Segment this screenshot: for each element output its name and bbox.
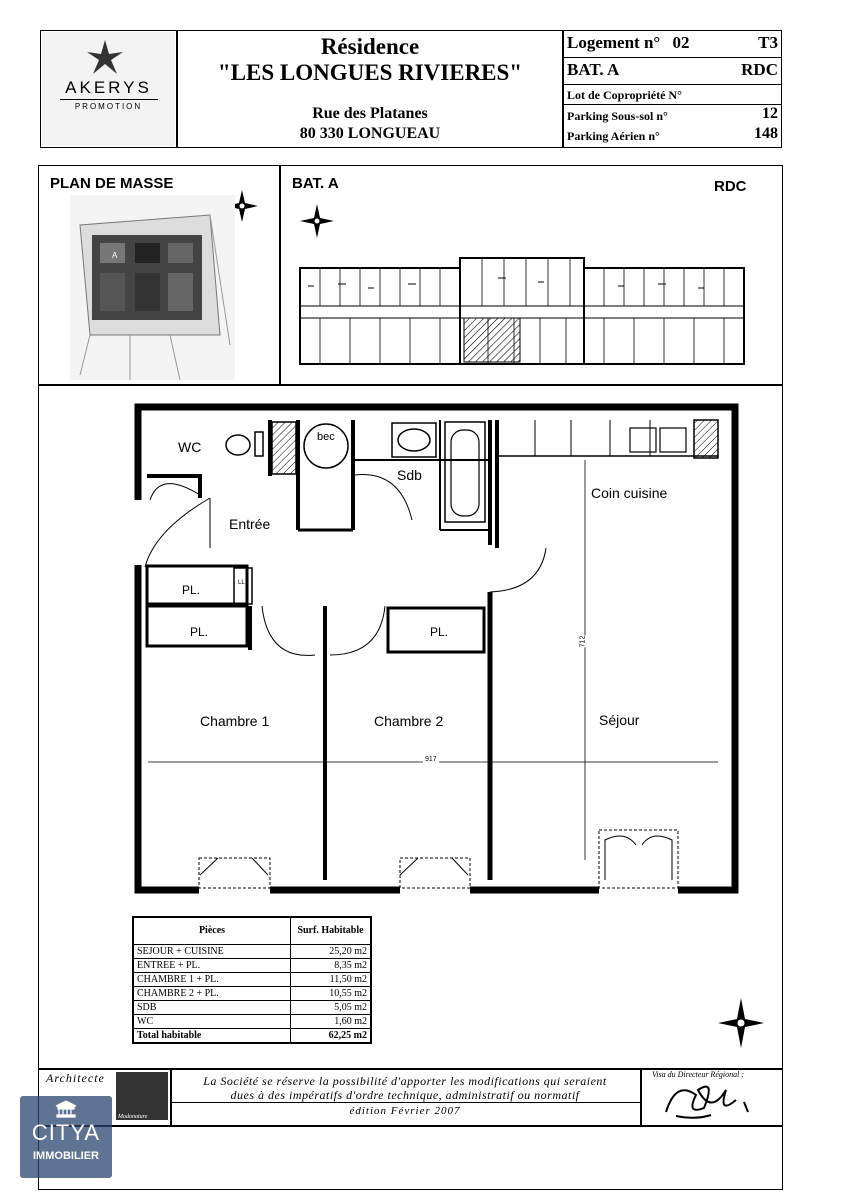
row-surf: 8,35 m2: [291, 959, 372, 973]
room-chambre-1: Chambre 1: [200, 713, 270, 729]
architect-mark: Modonature: [118, 1114, 148, 1120]
parking-aerien-label: Parking Aérien n°: [567, 129, 660, 143]
table-header-row: [133, 917, 371, 945]
row-surf: 10,55 m2: [291, 987, 372, 1001]
closet-pl-1: PL.: [182, 583, 201, 597]
brand-name: AKERYS: [65, 78, 152, 97]
bat-plan-title: BAT. A: [292, 175, 339, 192]
room-coin-cuisine: Coin cuisine: [591, 485, 668, 501]
architect-label: Architecte: [46, 1071, 105, 1085]
rdc-plan-title: RDC: [714, 178, 747, 195]
row-surf: 25,20 m2: [291, 945, 372, 959]
table-row: [133, 987, 371, 1001]
masse-title: PLAN DE MASSE: [50, 175, 174, 192]
edition: édition Février 2007: [349, 1105, 461, 1117]
bat-label: BAT. A: [567, 60, 620, 79]
citya-name: CITYA: [31, 1120, 101, 1145]
parking-ss-label: Parking Sous-sol n°: [567, 109, 668, 123]
logement-type: T3: [758, 33, 778, 52]
dim-height: 712: [579, 635, 587, 648]
row-surf: 11,50 m2: [291, 973, 372, 987]
room-sejour: Séjour: [599, 712, 640, 728]
parking-aerien-value: 148: [754, 125, 778, 142]
city: 80 330 LONGUEAU: [299, 125, 441, 142]
surface-table: [132, 916, 372, 1044]
architect-stamp: [116, 1072, 168, 1120]
disclaimer-line-2: dues à des impératifs d'ordre technique, administratif ou normatif: [230, 1088, 580, 1102]
table-row: [133, 973, 371, 987]
lot-label: Lot de Copropriété N°: [567, 88, 682, 102]
table-row: [133, 945, 371, 959]
closet-ll: LL: [238, 580, 245, 586]
residence-name: "LES LONGUES RIVIERES": [217, 60, 523, 85]
residence-title: Résidence: [320, 34, 420, 59]
masse-marker: A: [112, 251, 118, 260]
level-label: RDC: [741, 60, 778, 79]
footer-line-2: [38, 1125, 783, 1127]
north-compass-icon: [712, 992, 770, 1054]
col-surf: Surf. Habitable: [291, 917, 372, 945]
closet-pl-2: PL.: [190, 625, 209, 639]
row-piece: ENTREE + PL.: [133, 959, 291, 973]
signature: [656, 1070, 766, 1125]
table-row: [133, 1001, 371, 1015]
citya-sub: IMMOBILIER: [33, 1150, 99, 1162]
footer-divider-2: [640, 1068, 642, 1126]
closet-pl-3: PL.: [430, 625, 449, 639]
row-surf: 1,60 m2: [291, 1015, 372, 1029]
room-entree: Entrée: [229, 516, 271, 532]
edition-line: [172, 1102, 640, 1103]
row-piece: WC: [133, 1015, 291, 1029]
room-sdb: Sdb: [397, 467, 422, 483]
room-chambre-2: Chambre 2: [374, 713, 444, 729]
logement-number: 02: [672, 33, 690, 52]
col-pieces: Pièces: [133, 917, 291, 945]
dim-width: 917: [425, 756, 437, 763]
disclaimer-line-1: La Société se réserve la possibilité d'apporter les modifications qui seraient: [203, 1074, 607, 1088]
table-row: [133, 1015, 371, 1029]
citya-temple-icon: [54, 1100, 78, 1118]
logement-label-text: Logement n°: [567, 33, 661, 52]
row-piece: SEJOUR + CUISINE: [133, 945, 291, 959]
row-piece: CHAMBRE 1 + PL.: [133, 973, 291, 987]
parking-ss-value: 12: [762, 105, 778, 122]
total-value: 62,25 m2: [291, 1029, 372, 1044]
visa-label: Visa du Directeur Régional :: [652, 1070, 744, 1079]
table-total-row: [133, 1029, 371, 1044]
room-wc: WC: [178, 439, 202, 455]
row-piece: CHAMBRE 2 + PL.: [133, 987, 291, 1001]
row-surf: 5,05 m2: [291, 1001, 372, 1015]
brand-sub: PROMOTION: [74, 102, 143, 111]
table-row: [133, 959, 371, 973]
total-label: Total habitable: [133, 1029, 291, 1044]
street: Rue des Platanes: [312, 105, 428, 122]
row-piece: SDB: [133, 1001, 291, 1015]
room-bec: bec: [317, 431, 335, 443]
